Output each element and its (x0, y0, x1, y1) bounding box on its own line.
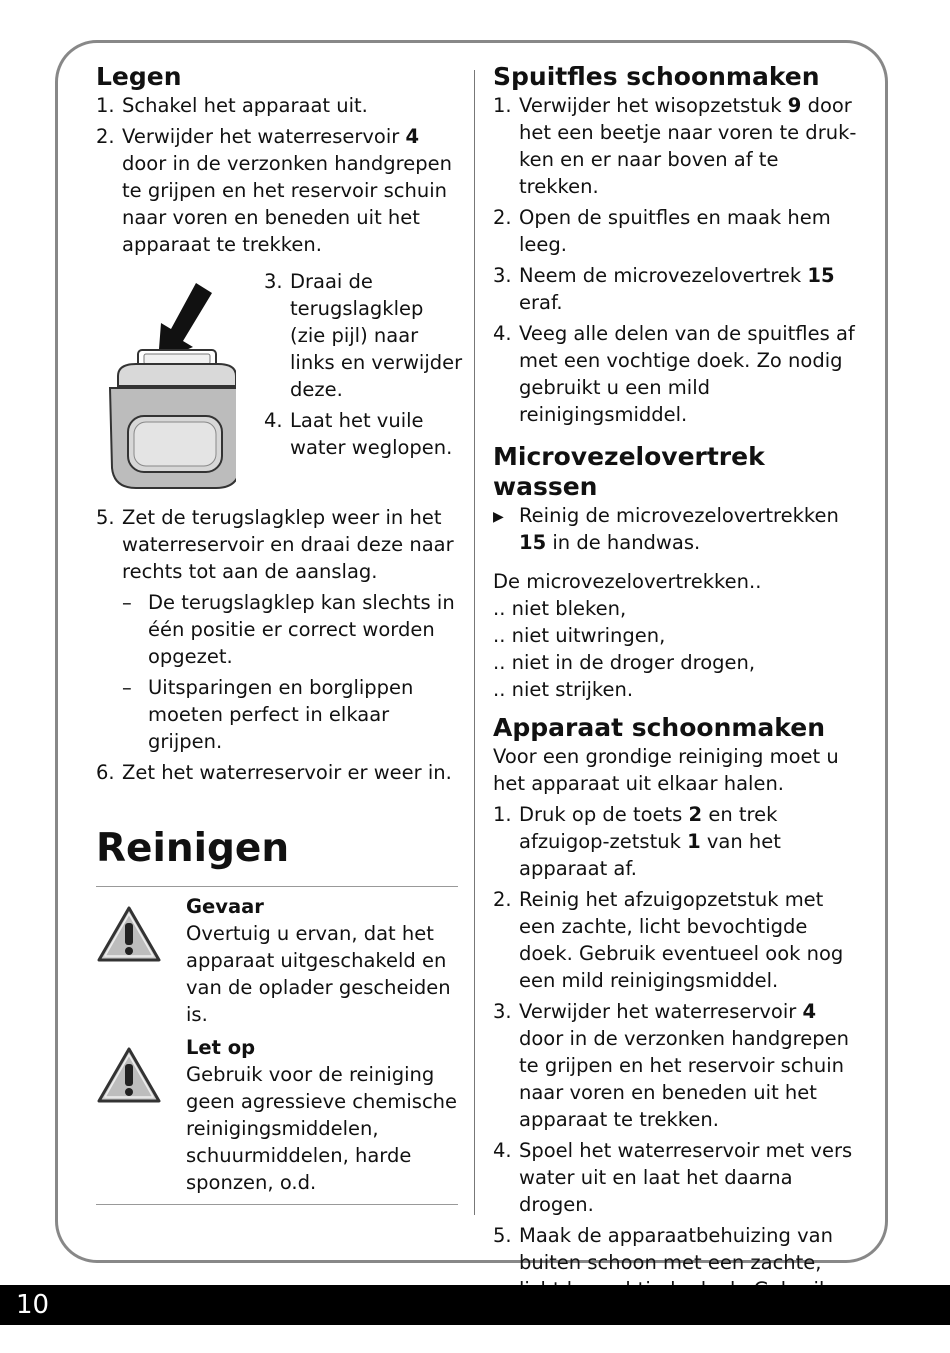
list-item: 1. Schakel het apparaat uit. (96, 94, 368, 117)
section-title-legen: Legen (96, 62, 182, 91)
section-title-spuitfles: Spuitfles schoonmaken (493, 62, 820, 91)
list-item: 5. Maak de apparaatbehuizing van buiten schoon met een zachte, (493, 1224, 833, 1274)
microvezel-note: .. niet bleken, (493, 597, 627, 620)
list-item: 1. Verwijder het wisopzetstuk 9 door het een beetje naar voren te druk-ken en er naar boven af te trekken. (493, 94, 857, 198)
microvezel-note: .. niet uitwringen, (493, 624, 666, 647)
sub-list-item: – De terugslagklep kan slechts in één positie er correct worden opgezet. (122, 591, 455, 668)
list-item: 4. Spoel het waterreservoir met vers water uit en laat het daarna drogen. (493, 1139, 853, 1216)
play-arrow-icon: ▶ (493, 509, 504, 525)
section-title-reinigen: Reinigen (96, 826, 290, 871)
page-number: 10 (16, 1290, 50, 1320)
microvezel-intro: De microvezelovertrekken.. (493, 570, 762, 593)
microvezel-note: .. niet strijken. (493, 678, 634, 701)
legen-figure-row (96, 268, 463, 500)
list-item: 5. Zet de terugslagklep weer in het waterreservoir en draai deze naar rechts tot aan de aanslag. (96, 506, 454, 583)
microvezel-note: .. niet in de droger drogen, (493, 651, 756, 674)
action-item: ▶ Reinig de microvezelovertrekken 15 in de handwas. (493, 504, 839, 554)
list-item: 3. Verwijder het waterreservoir 4 door in de verzonken handgrepen te grijpen en het reservoir schuin naar voren en beneden uit het apparaat te trekken. (493, 1000, 849, 1131)
legen-steps-b (264, 268, 464, 465)
list-item: 4. Veeg alle delen van de spuitfles af met een vochtige doek. Zo nodig gebruikt u een mild reinigingsmiddel. (493, 322, 855, 426)
list-item: 4. Laat het vuile water weglopen. (264, 409, 453, 459)
warning-triangle-icon (96, 905, 162, 963)
right-column (493, 62, 863, 1307)
water-tank-with-arrow-icon (96, 278, 236, 493)
section-title-apparaat: Apparaat schoonmaken (493, 713, 826, 742)
list-item: 2. Open de spuitfles en maak hem leeg. (493, 206, 831, 256)
section-title-microvezel: Microvezelovertrek wassen (493, 442, 765, 501)
list-item: 3. Neem de microvezelovertrek 15 eraf. (493, 264, 835, 314)
list-item: 6. Zet het waterreservoir er weer in. (96, 761, 452, 784)
warning-triangle-icon (96, 1046, 162, 1104)
warning-gevaar: Gevaar Overtuig u ervan, dat het apparaat uitgeschakeld en van de oplader gescheiden is. (96, 893, 458, 1028)
list-item: 1. Druk op de toets 2 en trek afzuigop-zetstuk 1 van het apparaat af. (493, 803, 781, 880)
left-column (96, 62, 463, 1205)
footer-bar (0, 1285, 950, 1325)
list-item: 3. Draai de terugslagklep (zie pijl) naar links en verwijder deze. (264, 270, 463, 401)
list-item: 2. Reinig het afzuigopzetstuk met een zachte, licht bevochtigde doek. Gebruik eventueel ook nog een mild reinigingsmiddel. (493, 888, 844, 992)
column-divider (474, 70, 475, 1215)
apparaat-steps (493, 801, 863, 1303)
apparaat-intro: Voor een grondige reiniging moet u het apparaat uit elkaar halen. (493, 745, 839, 795)
list-item: 2. Verwijder het waterreservoir 4 door in de verzonken handgrepen te grijpen en het reservoir schuin naar voren en beneden uit het apparaat te trekken. (96, 125, 452, 256)
divider-bottom (96, 1204, 458, 1205)
sub-list-item: – Uitsparingen en borglippen moeten perfect in elkaar grijpen. (122, 676, 414, 753)
warning-let-op: Let op Gebruik voor de reiniging geen agressieve chemische reinigingsmiddelen, schuurmiddelen, harde sponzen, o.d. (96, 1034, 458, 1196)
legen-steps-c (96, 504, 458, 786)
legen-steps-a (96, 92, 458, 258)
spuitfles-steps (493, 92, 863, 428)
